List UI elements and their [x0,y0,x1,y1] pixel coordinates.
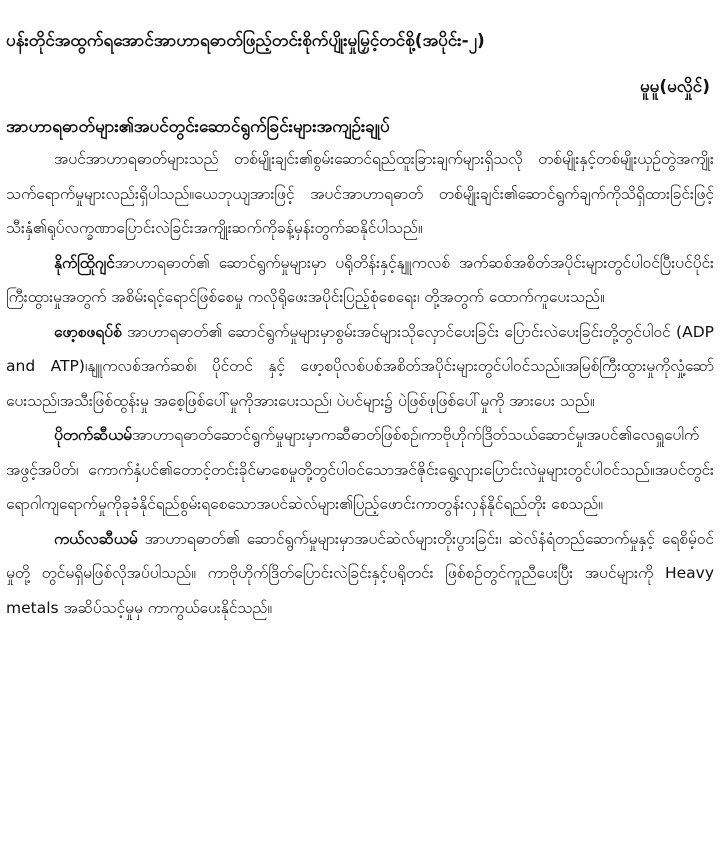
paragraph-text: အပင်အာဟာရဓာတ်များသည် တစ်မျိုးချင်း၏စွမ်းဆောင်ရည်ထူးခြားချက်များရှိသလို တစ်မျိုးနှင့်တစ်မျိုးယှဉ်တွဲအကျိုးသက်ရောက်မှုများလည်းရှိပါသည်။ယေဘုယျအားဖြင့် အပင်အာဟာရဓာတ် တစ်မျိုးချင်း၏ဆောင်ရွက်ချက်ကိုသိရှိထားခြင်းဖြင့် သီးနှံ၏ရုပ်လက္ခဏာပြောင်းလဲခြင်းအကျိုးဆက်ကိုခန့်မှန်းတွက်ဆနိုင်ပါသည်။ [6,150,714,237]
paragraph-text: အာဟာရဓာတ်ဆောင်ရွက်မှုများမှာကဆီဓာတ်ဖြစ်စဉ်၊ကာဗိုဟိုက်ဒြိတ်သယ်ဆောင်မှု၊အပင်၏လေရှူပေါက်အဖွင့်အပိတ်၊ ကောက်နှံပင်၏တောင့်တင်းခိုင်မာစေမှုတို့တွင်ပါဝင်သောအင်ဇိုင်းရွေ့လျားပြောင်းလဲမှုများတွင်ပါဝင်သည်။အပင်တွင်းရောဂါကျရောက်မှုကိုခုခံနိုင်ရည်စွမ်းရစေသောအပင်ဆဲလ်များ၏ပြည့်ဖောင်းကာတွန်းလှန်နိုင်ရည်တိုး စေသည်။ [6,426,714,513]
section-heading: အာဟာရဓာတ်များ၏အပင်တွင်းဆောင်ရွက်ခြင်းများအကျဉ်းချုပ် [6,117,390,137]
paragraph-text: အာဟာရဓာတ်၏ ဆောင်ရွက်မှုများမှာအပင်ဆဲလ်များတိုးပွားခြင်း၊ ဆဲလ်နံရံတည်ဆောက်မှုနှင့် ရေစိမ့်ဝင်မှုတို့ တွင်မရှိမဖြစ်လိုအပ်ပါသည်။ ကာဗိုဟိုက်ဒြိတ်ပြောင်းလဲခြင်းနှင့်ပရိုတင်း ဖြစ်စဉ်တွင်ကူညီပေးပြီး အပင်များကို Heavy metals အဆိပ်သင့်မှုမှ ကာကွယ်ပေးနိုင်သည်။ [6,529,715,617]
paragraph-intro [6,142,714,246]
paragraph-nitrogen [6,246,714,315]
nutrient-term: နိုက်ထြိုဂျင် [54,253,115,272]
nutrient-term: ကယ်လဆီယမ် [54,529,138,548]
paragraph-phosphorus [6,315,714,419]
paragraph-calcium [6,522,714,626]
paragraph-text: အာဟာရဓာတ်၏ ဆောင်ရွက်မှုများမှာ ပရိုတိန်းနှင့်နျူကလစ် အက်ဆစ်အစိတ်အပိုင်းများတွင်ပါဝင်ပြီးပင်ပိုင်းကြီးထွားမှုအတွက် အစိမ်းရင့်ရောင်ဖြစ်စေမှု ကလိုရိုဖေးအပိုင်းပြည့်စုံစေရေး၊ တို့အတွက် ထောက်ကူပေးသည်။ [6,253,714,306]
paragraph-potassium [6,418,714,522]
nutrient-term: ဖော့စဖရပ်စ် [54,322,122,341]
nutrient-term: ပိုတက်ဆီယမ် [54,426,132,444]
author-name: မူမူ(မလှိုင်) [639,77,710,97]
paragraph-text: အာဟာရဓာတ်၏ ဆောင်ရွက်မှုများမှာစွမ်းအင်များသိုလှောင်ပေးခြင်း ပြောင်းလဲပေးခြင်းတို့တွင်ပါဝင် (ADP and ATP)၊နျူကလစ်အက်ဆစ်၊ ပိုင်တင် နှင့် ဖော့စပိုလစ်ပစ်အစိတ်အပိုင်းများတွင်ပါဝင်သည်။အမြစ်ကြီးထွားမှုကိုလှုံ့ဆော်ပေးသည်၊အသီးဖြစ်ထွန်းမှု အစေ့ဖြစ်ပေါ်မှုကိုအားပေးသည်၊ ပဲပင်များ၌ ပဲဖြစ်ဖုဖြစ်ပေါ်မှုကို အားပေး သည်။ [6,322,714,410]
document-title: ပန်းတိုင်အထွက်ရအောင်အာဟာရဓာတ်ဖြည့်တင်းစိုက်ပျိုးမှုမြှင့်တင်စို့(အပိုင်း-၂) [6,31,485,51]
